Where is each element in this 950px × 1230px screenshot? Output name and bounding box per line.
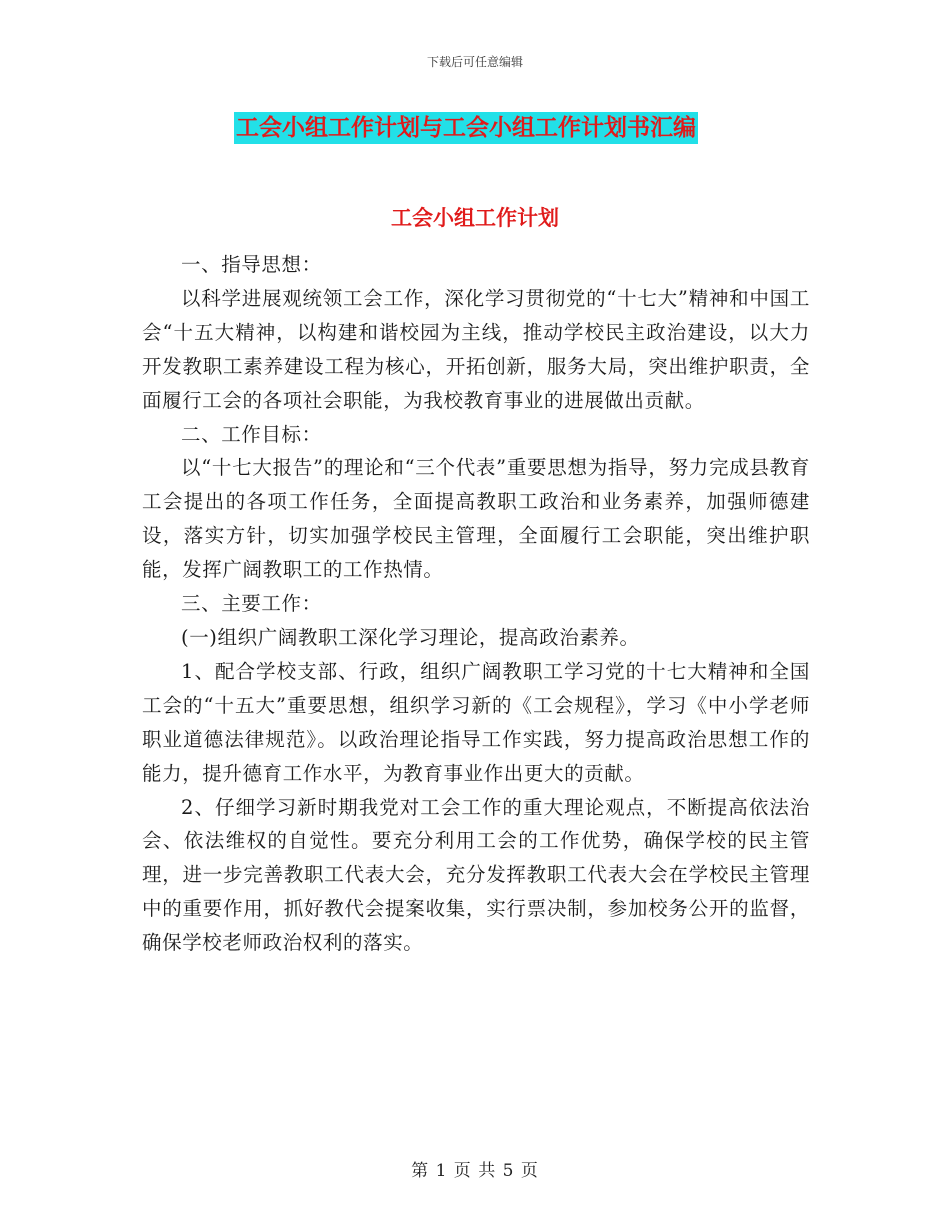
document-body: [142, 248, 810, 960]
page-number: 第 1 页 共 5 页: [411, 1161, 539, 1181]
paragraph-heading-work-goals: 二、工作目标：: [181, 422, 322, 446]
paragraph-subheading: (一)组织广阔教职工深化学习理论，提高政治素养。: [181, 625, 640, 649]
section-title: 工会小组工作计划: [391, 206, 559, 230]
paragraph-heading-main-work: 三、主要工作：: [181, 592, 322, 616]
page-header-note: 下载后可任意编辑: [426, 55, 523, 69]
paragraph: 以“十七大报告”的理论和“三个代表”重要思想为指导，努力完成县教育工会提出的各项工作任务，全面提高教职工政治和业务素养，加强师德建设，落实方针，切实加强学校民主管理，全面履行工会职能，突出维护职能，发挥广阔教职工的工作热情。: [142, 456, 810, 582]
paragraph-heading-guiding-idea: 一、指导思想：: [181, 253, 322, 276]
paragraph: 以科学进展观统领工会工作，深化学习贯彻党的“十七大”精神和中国工会“十五大精神，以构建和谐校园为主线，推动学校民主政治建设，以大力开发教职工素养建设工程为核心，开拓创新，服务大局，突出维护职责，全面履行工会的各项社会职能，为我校教育事业的进展做出贡献。: [142, 286, 810, 412]
document-title: 工会小组工作计划与工会小组工作计划书汇编: [234, 112, 698, 144]
paragraph: 1、配合学校支部、行政，组织广阔教职工学习党的十七大精神和全国工会的“十五大”重要思想，组织学习新的《工会规程》，学习《中小学老师职业道德法律规范》。以政治理论指导工作实践，努力提高政治思想工作的能力，提升德育工作水平，为教育事业作出更大的贡献。: [142, 659, 810, 785]
paragraph: 2、仔细学习新时期我党对工会工作的重大理论观点，不断提高依法治会、依法维权的自觉性。要充分利用工会的工作优势，确保学校的民主管理，进一步完善教职工代表大会，充分发挥教职工代表大会在学校民主管理中的重要作用，抓好教代会提案收集，实行票决制，参加校务公开的监督，确保学校老师政治权利的落实。: [142, 795, 810, 955]
